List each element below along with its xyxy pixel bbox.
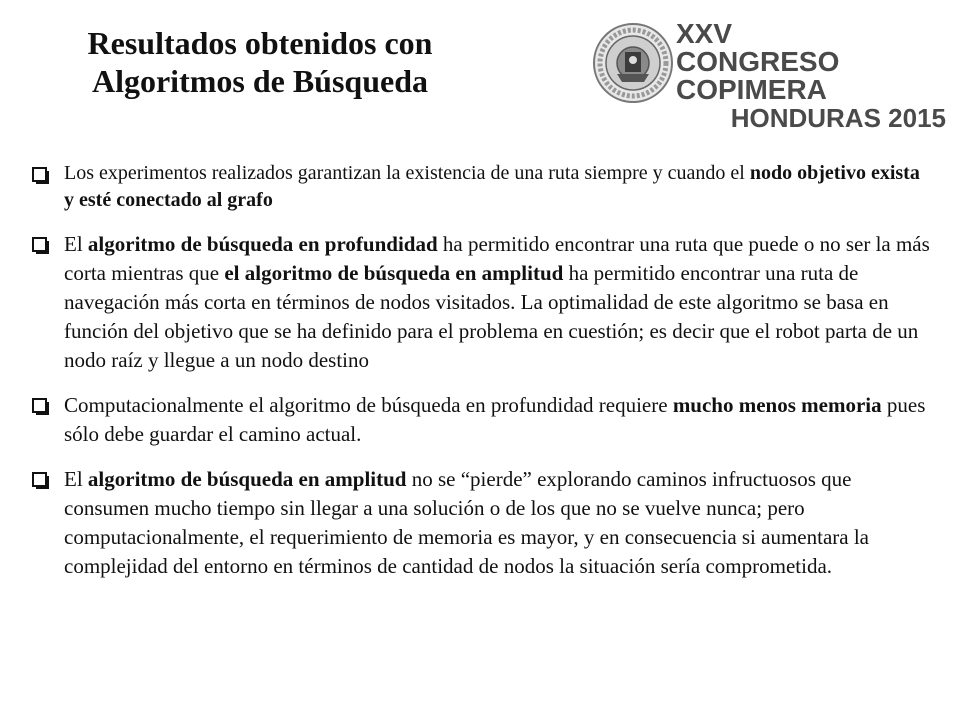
bullet-list — [30, 160, 930, 597]
bullet-item — [30, 465, 930, 581]
text-segment: ha permitido encontrar una ruta de navegación más corta en términos de nodos visitados. La optimalidad de este algoritmo se basa en función del objetivo que se ha definido para el problema en cuestión; es decir que el robot parta de un nodo raíz y llegue a un nodo destino — [64, 261, 919, 372]
bullet-text — [64, 230, 930, 375]
bullet-text — [64, 465, 930, 581]
logo-line1: XXV — [676, 18, 733, 49]
text-segment: Computacionalmente el algoritmo de búsqueda en profundidad requiere — [64, 393, 673, 417]
bold-text: algoritmo de búsqueda en amplitud — [87, 467, 407, 491]
checkbox-bullet-icon — [30, 396, 64, 416]
text-segment: no se “pierde” explorando caminos infructuosos que consumen mucho tiempo sin llegar a una solución o de los que no se vuelve nunca; pero computacionalmente, el requerimiento de memoria es mayor, y en consecuencia si aumentara la complejidad del entorno en términos de cantidad de nodos la situación sería comprometida. — [64, 467, 869, 578]
slide-title-line2: Algoritmos de Búsqueda — [91, 63, 429, 99]
copimera-seal-icon — [592, 22, 674, 104]
text-segment: El — [64, 467, 88, 491]
bold-text: algoritmo de búsqueda en profundidad — [87, 232, 438, 256]
slide-title-line1: Resultados obtenidos con — [87, 25, 433, 61]
logo-line3: HONDURAS 2015 — [730, 103, 946, 133]
text-segment: El — [64, 232, 88, 256]
checkbox-bullet-icon — [30, 165, 64, 185]
bullet-item — [30, 391, 930, 449]
bullet-item — [30, 160, 930, 214]
congress-logo — [592, 18, 948, 133]
checkbox-bullet-icon — [30, 470, 64, 490]
checkbox-bullet-icon — [30, 235, 64, 255]
text-segment: pues sólo debe guardar el camino actual. — [64, 393, 926, 446]
bold-text: mucho menos memoria — [672, 393, 882, 417]
bullet-text — [64, 391, 930, 449]
text-segment: ha permitido encontrar una ruta que puede o no ser la más corta mientras que — [64, 232, 930, 285]
bold-text: el algoritmo de búsqueda en amplitud — [224, 261, 564, 285]
logo-wordmark — [676, 20, 948, 132]
text-segment: Los experimentos realizados garantizan la existencia de una ruta siempre y cuando el — [64, 162, 750, 184]
bullet-text — [64, 160, 930, 214]
bullet-item — [30, 230, 930, 375]
slide-title — [20, 24, 500, 100]
bold-text: nodo objetivo exista y esté conectado al grafo — [64, 162, 920, 211]
logo-line2: CONGRESO COPIMERA — [676, 46, 840, 105]
